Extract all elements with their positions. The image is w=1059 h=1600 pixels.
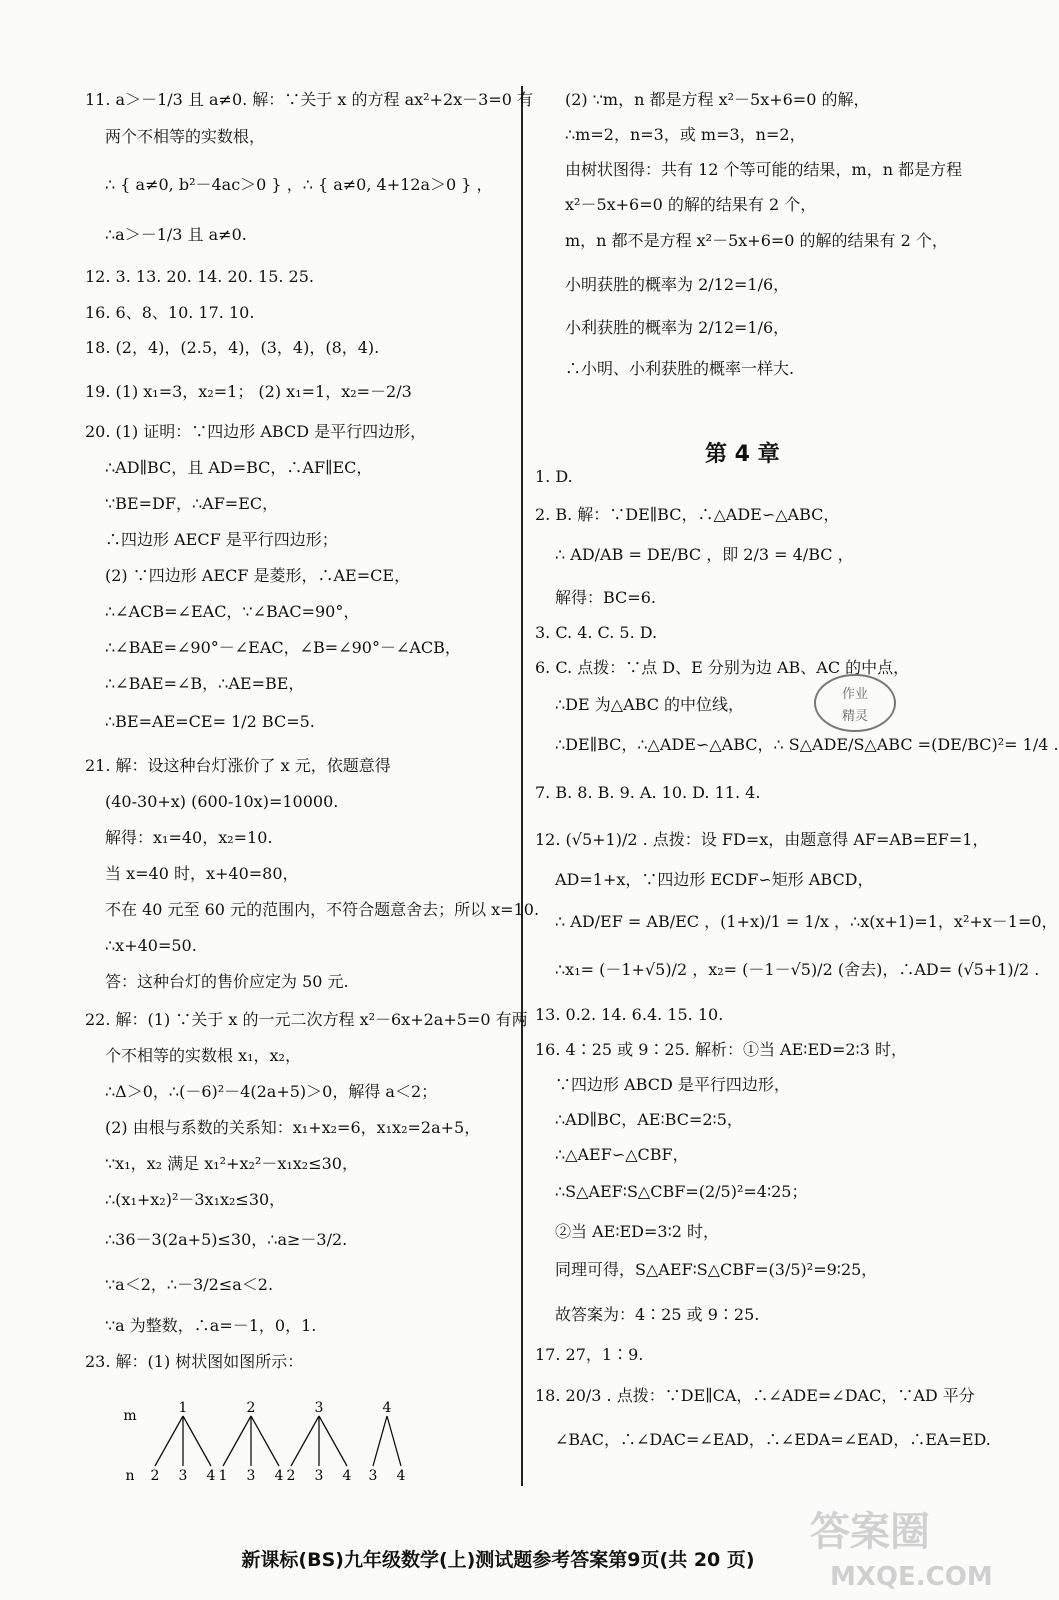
right-line-30: 17. 27，1∶9. [535, 1345, 644, 1364]
right-line-15: ∴DE∥BC，∴△ADE∽△ABC，∴ S△ADE/S△ABC =(DE/BC)²= 1/4 . [555, 735, 1059, 754]
left-line-11: ∴四边形 AECF 是平行四边形； [105, 530, 338, 549]
left-line-28: ∵x₁，x₂ 满足 x₁²+x₂²－x₁x₂≤30， [105, 1154, 358, 1173]
left-line-5: 16. 6、8、10. 17. 10. [85, 303, 255, 322]
right-line-2: 由树状图得：共有 12 个等可能的结果，m，n 都是方程 [565, 160, 963, 179]
tree-leaf-node: 4 [274, 1468, 284, 1484]
right-line-32: ∠BAC，∴∠DAC=∠EAD，∴∠EDA=∠EAD，∴EA=ED. [555, 1430, 991, 1449]
right-line-13: 6. C. 点拨：∵点 D、E 分别为边 AB、AC 的中点， [535, 658, 910, 677]
right-line-4: m，n 都不是方程 x²－5x+6=0 的解的结果有 2 个， [565, 231, 948, 250]
right-line-12: 3. C. 4. C. 5. D. [535, 623, 658, 642]
tree-leaf-node: 4 [206, 1468, 216, 1484]
right-line-18: AD=1+x，∵四边形 ECDF∽矩形 ABCD， [555, 870, 874, 889]
right-line-19: ∴ AD/EF = AB/EC ，(1+x)/1 = 1/x ，∴x(x+1)=1，x²+x－1=0， [555, 912, 1058, 931]
tree-branch [251, 1416, 279, 1466]
right-line-29: 故答案为：4∶25 或 9∶25. [555, 1305, 760, 1324]
right-line-26: ∴S△AEF∶S△CBF=(2/5)²=4∶25； [555, 1182, 808, 1201]
right-line-24: ∴AD∥BC，AE∶BC=2∶5， [555, 1110, 743, 1129]
left-line-17: 21. 解：设这种台灯涨价了 x 元，依题意得 [85, 756, 391, 775]
left-line-22: ∴x+40=50. [105, 936, 197, 955]
right-line-11: 解得：BC=6. [555, 588, 656, 607]
left-line-33: 23. 解：(1) 树状图如图所示： [85, 1352, 304, 1371]
right-line-20: ∴x₁= (－1+√5)/2 ，x₂= (－1－√5)/2 (舍去)，∴AD= (√5+1)/2 . [555, 960, 1040, 979]
left-line-3: ∴a＞－1/3 且 a≠0. [105, 225, 247, 244]
left-line-20: 当 x=40 时，x+40=80， [105, 864, 299, 883]
left-line-31: ∵a＜2，∴－3/2≤a＜2. [105, 1275, 274, 1294]
tree-branch [387, 1416, 401, 1466]
left-line-13: ∴∠ACB=∠EAC，∵∠BAC=90°， [105, 602, 360, 621]
left-line-16: ∴BE=AE=CE= 1/2 BC=5. [105, 712, 315, 731]
page-footer: 新课标(BS)九年级数学(上)测试题参考答案第9页(共 20 页) [241, 1549, 755, 1571]
left-line-1: 两个不相等的实数根， [105, 127, 266, 146]
stamp-line-2: 精灵 [841, 709, 869, 724]
right-line-10: ∴ AD/AB = DE/BC ，即 2/3 = 4/BC ， [555, 545, 854, 564]
left-line-27: (2) 由根与系数的关系知：x₁+x₂=6，x₁x₂=2a+5， [105, 1118, 481, 1137]
left-line-6: 18. (2，4)，(2.5，4)，(3，4)，(8，4). [85, 338, 380, 357]
tree-m-label: m [123, 1408, 137, 1424]
right-line-8: 1. D. [535, 467, 573, 486]
right-line-0: (2) ∵m，n 都是方程 x²－5x+6=0 的解， [565, 90, 870, 109]
left-line-23: 答：这种台灯的售价应定为 50 元. [105, 972, 349, 991]
left-line-0: 11. a＞－1/3 且 a≠0. 解：∵关于 x 的方程 ax²+2x－3=0 有 [85, 90, 534, 109]
tree-leaf-node: 2 [286, 1468, 296, 1484]
left-line-21: 不在 40 元至 60 元的范围内，不符合题意舍去；所以 x=10. [105, 900, 540, 919]
left-line-4: 12. 3. 13. 20. 14. 20. 15. 25. [85, 267, 314, 286]
right-line-6: 小利获胜的概率为 2/12=1/6， [565, 318, 790, 337]
right-line-28: 同理可得，S△AEF∶S△CBF=(3/5)²=9∶25， [555, 1260, 878, 1279]
left-line-26: ∴Δ＞0，∴(－6)²－4(2a+5)＞0，解得 a＜2； [105, 1082, 438, 1101]
tree-leaf-node: 2 [150, 1468, 160, 1484]
left-line-32: ∵a 为整数，∴a=－1，0，1. [105, 1316, 317, 1335]
tree-top-node: 2 [246, 1400, 256, 1416]
tree-branch [155, 1416, 183, 1466]
tree-branch [223, 1416, 251, 1466]
left-line-10: ∵BE=DF，∴AF=EC， [105, 494, 279, 513]
tree-branch [291, 1416, 319, 1466]
tree-branch [373, 1416, 387, 1466]
right-line-27: ②当 AE∶ED=3∶2 时， [555, 1222, 720, 1241]
tree-leaf-node: 4 [342, 1468, 352, 1484]
watermark-url: MXQE.COM [830, 1562, 993, 1592]
left-line-12: (2) ∵四边形 AECF 是菱形，∴AE=CE， [105, 566, 411, 585]
tree-leaf-node: 3 [314, 1468, 324, 1484]
left-line-24: 22. 解：(1) ∵关于 x 的一元二次方程 x²－6x+2a+5=0 有两 [85, 1010, 528, 1029]
watermark-logo [800, 1500, 993, 1600]
right-line-5: 小明获胜的概率为 2/12=1/6， [565, 275, 790, 294]
tree-top-node: 1 [178, 1400, 188, 1416]
tree-n-label: n [125, 1468, 135, 1484]
right-line-1: ∴m=2，n=3，或 m=3，n=2， [565, 125, 806, 144]
left-line-2: ∴ { a≠0, b²－4ac＞0 } ，∴ { a≠0, 4+12a＞0 } ， [105, 175, 493, 194]
right-line-16: 7. B. 8. B. 9. A. 10. D. 11. 4. [535, 783, 761, 802]
left-line-25: 个不相等的实数根 x₁，x₂， [105, 1046, 301, 1065]
left-line-29: ∴(x₁+x₂)²－3x₁x₂≤30， [105, 1190, 286, 1209]
stamp-seal [810, 668, 900, 738]
column-divider [521, 86, 523, 1486]
left-line-9: ∴AD∥BC，且 AD=BC，∴AF∥EC， [105, 458, 373, 477]
tree-leaf-node: 4 [396, 1468, 406, 1484]
left-line-8: 20. (1) 证明：∵四边形 ABCD 是平行四边形， [85, 422, 427, 441]
tree-leaf-node: 3 [178, 1468, 188, 1484]
right-line-31: 18. 20/3 . 点拨：∵DE∥CA，∴∠ADE=∠DAC，∵AD 平分 [535, 1386, 975, 1405]
tree-branch [319, 1416, 347, 1466]
left-line-30: ∴36－3(2a+5)≤30，∴a≥－3/2. [105, 1230, 348, 1249]
right-line-14: ∴DE 为△ABC 的中位线， [555, 695, 745, 714]
right-line-23: ∵四边形 ABCD 是平行四边形， [555, 1075, 790, 1094]
tree-top-node: 4 [382, 1400, 392, 1416]
left-line-7: 19. (1) x₁=3，x₂=1； (2) x₁=1，x₂=－2/3 [85, 382, 412, 401]
right-line-3: x²－5x+6=0 的解的结果有 2 个， [565, 195, 817, 214]
left-line-14: ∴∠BAE=∠90°－∠EAC，∠B=∠90°－∠ACB， [105, 638, 461, 657]
tree-diagram [120, 1400, 420, 1490]
left-line-15: ∴∠BAE=∠B，∴AE=BE， [105, 674, 305, 693]
chapter-heading: 第 4 章 [705, 442, 780, 467]
right-line-22: 16. 4∶25 或 9∶25. 解析：①当 AE∶ED=2∶3 时， [535, 1040, 907, 1059]
right-line-25: ∴△AEF∽△CBF， [555, 1145, 689, 1164]
right-line-17: 12. (√5+1)/2 . 点拨：设 FD=x，由题意得 AF=AB=EF=1， [535, 830, 989, 849]
tree-branch [183, 1416, 211, 1466]
left-line-19: 解得：x₁=40，x₂=10. [105, 828, 273, 847]
tree-leaf-node: 3 [246, 1468, 256, 1484]
watermark-text: 答案圈 [810, 1509, 930, 1555]
right-line-21: 13. 0.2. 14. 6.4. 15. 10. [535, 1005, 724, 1024]
right-line-7: ∴小明、小利获胜的概率一样大. [565, 359, 795, 378]
right-line-9: 2. B. 解：∵DE∥BC，∴△ADE∽△ABC， [535, 505, 840, 524]
tree-top-node: 3 [314, 1400, 324, 1416]
stamp-line-1: 作业 [841, 687, 869, 702]
left-line-18: (40-30+x) (600-10x)=10000. [105, 792, 339, 811]
tree-leaf-node: 1 [218, 1468, 228, 1484]
tree-leaf-node: 3 [368, 1468, 378, 1484]
